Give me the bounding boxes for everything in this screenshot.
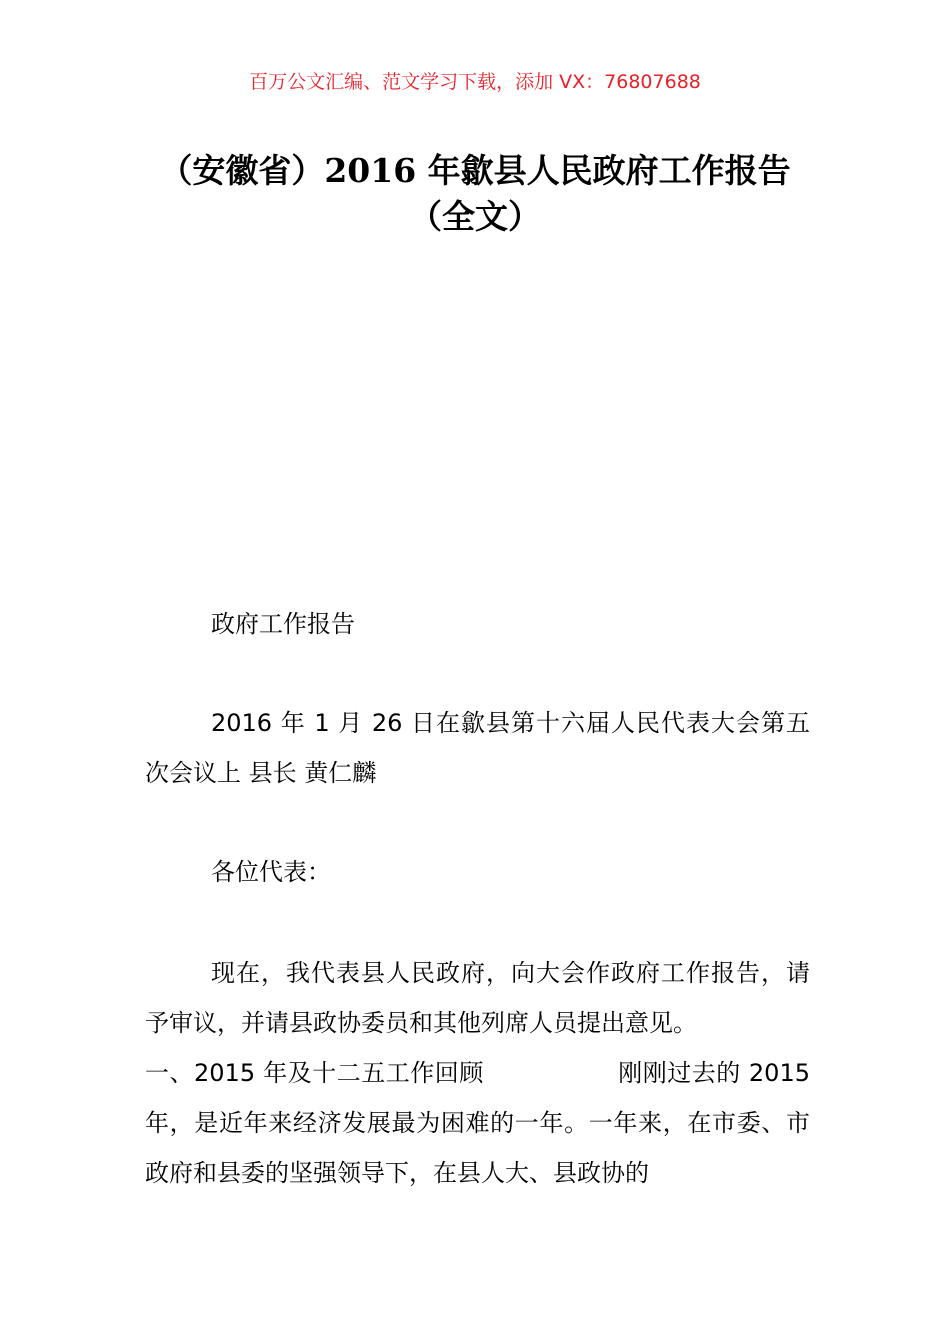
meeting-info: 2016 年 1 月 26 日在歙县第十六届人民代表大会第五次会议上 县长 黄仁麟	[145, 709, 810, 787]
watermark-header-note: 百万公文汇编、范文学习下载，添加 VX：76807688	[249, 71, 701, 93]
salutation: 各位代表：	[211, 858, 331, 886]
review-paragraph	[145, 1048, 810, 1198]
intro-paragraph: 现在，我代表县人民政府，向大会作政府工作报告，请予审议，并请县政协委员和其他列席人员提出意见。	[145, 959, 810, 1037]
section-heading: 一、2015 年及十二五工作回顾	[145, 1059, 484, 1087]
document-title	[120, 148, 830, 240]
section-text: 刚刚过去的 2015 年，是近年来经济发展最为困难的一年。一年来，在市委、市政府和县委的坚强领导下，在县人大、县政协的	[145, 1059, 810, 1187]
title-line-1: （安徽省）2016 年歙县人民政府工作报告	[159, 151, 791, 190]
report-body	[145, 948, 810, 1198]
title-line-2: （全文）	[409, 197, 541, 236]
report-heading: 政府工作报告	[211, 610, 355, 638]
